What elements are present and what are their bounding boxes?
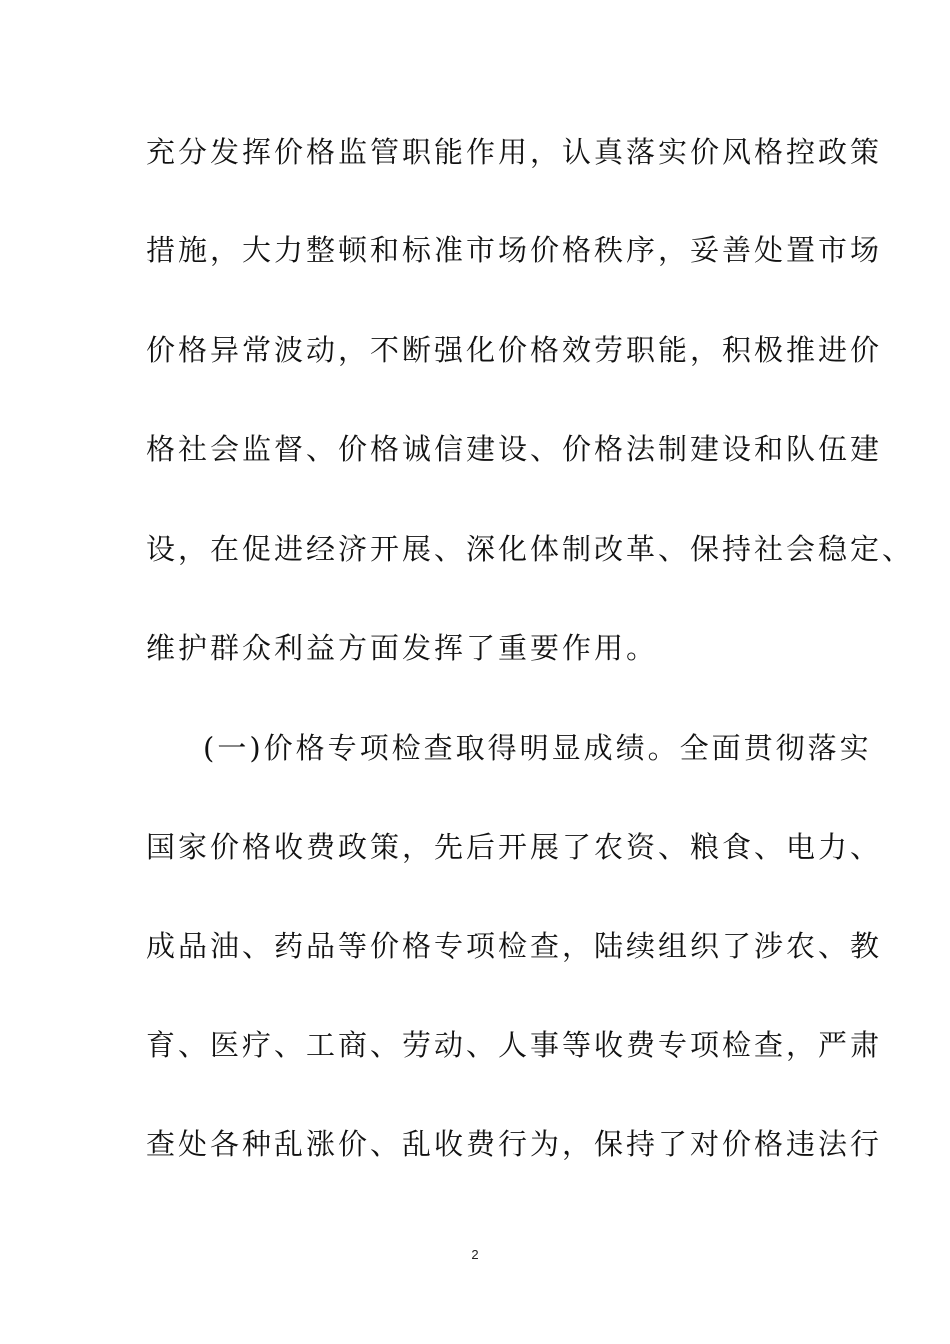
- text-line: 价格异常波动，不断强化价格效劳职能，积极推进价: [146, 333, 883, 367]
- text-line: 查处各种乱涨价、乱收费行为，保持了对价格违法行: [146, 1127, 883, 1161]
- text-line: 国家价格收费政策，先后开展了农资、粮食、电力、: [146, 830, 883, 864]
- paragraph-start-line: (一)价格专项检查取得明显成绩。全面贯彻落实: [203, 731, 872, 765]
- text-line: 育、医疗、工商、劳动、人事等收费专项检查，严肃: [146, 1028, 883, 1062]
- text-line: 充分发挥价格监管职能作用，认真落实价风格控政策: [146, 135, 883, 169]
- text-line: 设，在促进经济开展、深化体制改革、保持社会稳定、: [146, 532, 915, 566]
- text-line: 格社会监督、价格诚信建设、价格法制建设和队伍建: [146, 432, 883, 466]
- page-number: 2: [471, 1247, 479, 1262]
- text-line: 维护群众利益方面发挥了重要作用。: [146, 631, 659, 665]
- text-line: 成品油、药品等价格专项检查，陆续组织了涉农、教: [146, 929, 883, 963]
- text-line: 措施，大力整顿和标准市场价格秩序，妥善处置市场: [146, 233, 883, 267]
